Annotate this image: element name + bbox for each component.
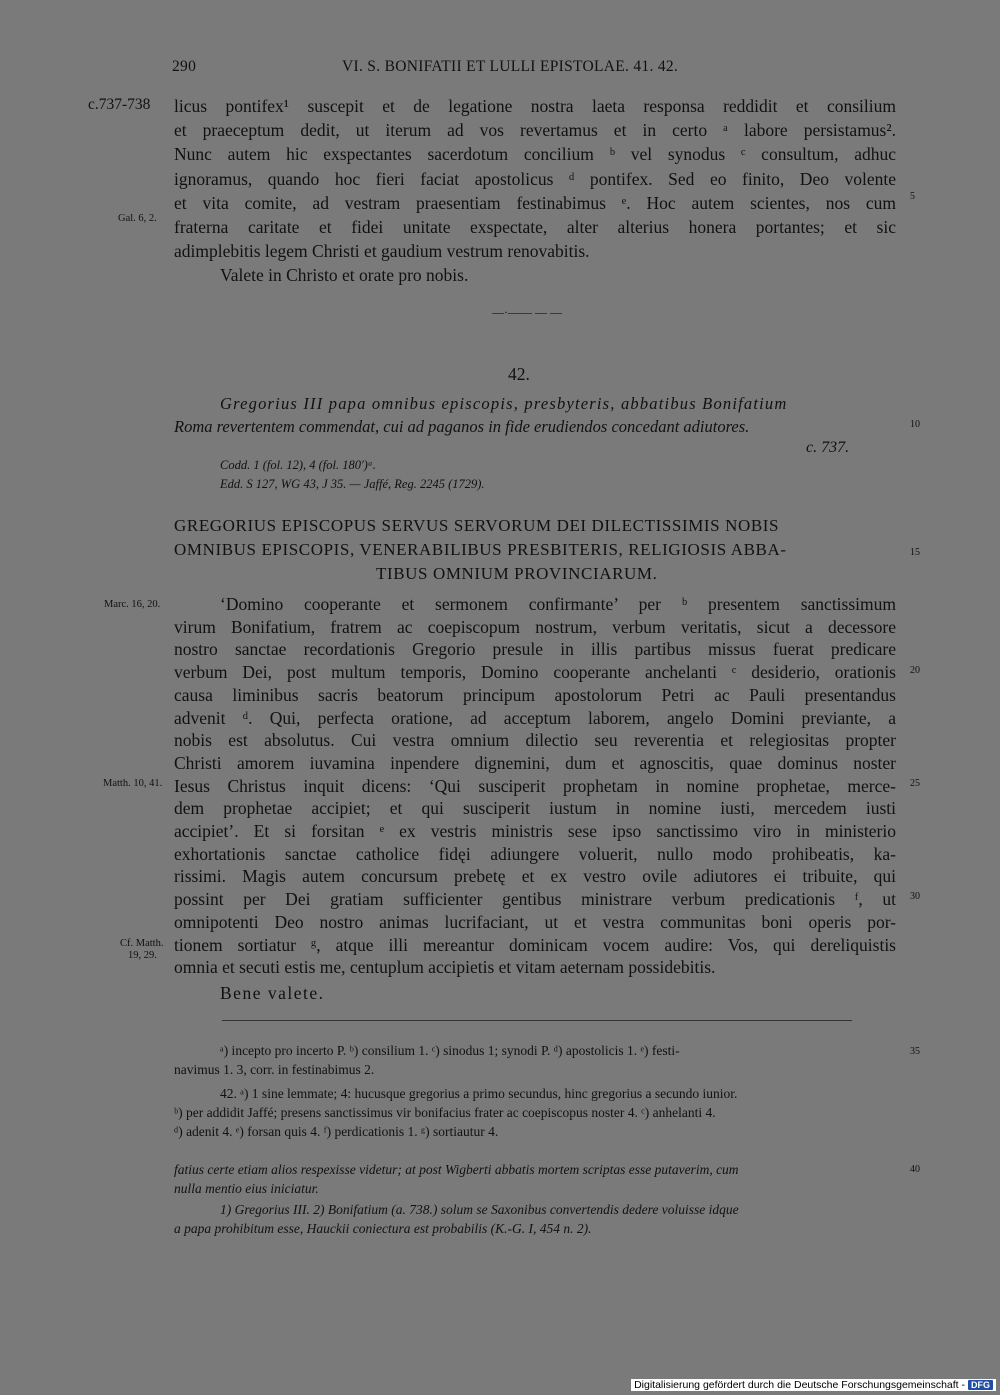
running-title: VI. S. BONIFATII ET LULLI EPISTOLAE. 41. 42. xyxy=(342,58,679,75)
text-line: et vita comite, ad vestram praesentiam festinabimus ᵉ. Hoc autem scientes, nos cum xyxy=(174,192,896,213)
text-line: accipiet’. Et si forsitan ᵉ ex vestris ministris sese ipso sanctissimo viro in ministerio xyxy=(174,821,896,841)
margin-ref-gal: Gal. 6, 2. xyxy=(118,213,157,224)
footnote-42-b: ᵇ) per addidit Jaffé; presens sanctissimus vir bonifacius frater ac coepiscopus noster 4. ᶜ) anhelanti 4. xyxy=(174,1105,716,1120)
footnote-42-a: 42. ᵃ) 1 sine lemmate; 4: hucusque gregorius a primo secundus, hinc gregorius a secundo iunior. xyxy=(220,1086,738,1101)
text-line: ignoramus, quando hoc fieri faciat apostolicus ᵈ pontifex. Sed eo finito, Deo volente xyxy=(174,168,896,189)
text-line: adimplebitis legem Christi et gaudium vestrum renovabitis. xyxy=(174,241,590,262)
text-line: omnia et secuti estis me, centuplum accipietis et vitam aeternam possidebitis. xyxy=(174,957,716,978)
footnote-rule xyxy=(222,1020,852,1021)
text-line: exhortationis sanctae catholice fidęi adiungere voluerit, nullo modo prohibeatis, ka- xyxy=(174,843,896,864)
text-line: rissimi. Magis autem concursum prebetę et ex vestro ovile adiutores ei tribuite, qui xyxy=(174,866,896,887)
text-line: Christi amorem iuvamina inpendere dignemini, dum et agnoscitis, quae dominus noster xyxy=(174,752,896,773)
line-number: 25 xyxy=(910,778,920,789)
margin-ref-marc: Marc. 16, 20. xyxy=(104,599,161,610)
note-cont-4: a papa prohibitum esse, Hauckii coniectura est probabilis (K.-G. I, 454 n. 2). xyxy=(174,1221,592,1236)
valediction: Bene valete. xyxy=(220,983,325,1003)
address-line-2: OMNIBUS EPISCOPIS, VENERABILIBUS PRESBITERIS, RELIGIOSIS ABBA- xyxy=(174,540,787,559)
text-line: advenit ᵈ. Qui, perfecta oratione, ad acceptum laborem, angelo Domini previante, a xyxy=(174,707,896,728)
margin-ref-cf: Cf. Matth. xyxy=(120,938,164,949)
line-number: 15 xyxy=(910,547,920,558)
footnote-41-cont: navimus 1. 3, corr. in festinabimus 2. xyxy=(174,1062,375,1077)
dfg-logo: DFG xyxy=(968,1380,993,1390)
line-number: 10 xyxy=(910,419,920,430)
text-line: nostro sanctae recordationis Gregorio presule in illis partibus missus fuerat predicare xyxy=(174,639,896,660)
summary-line-1: Gregorius III papa omnibus episcopis, presbyteris, abbatibus Bonifatium xyxy=(220,394,788,413)
line-number: 30 xyxy=(910,891,920,902)
margin-ref-cf-2: 19, 29. xyxy=(128,950,157,961)
text-line: dem prophetae accipiet; et qui susciperit iustum in nomine iusti, mercedem iusti xyxy=(174,798,896,819)
page-number: 290 xyxy=(172,58,197,75)
address-line-3: TIBUS OMNIUM PROVINCIARUM. xyxy=(376,564,658,583)
text-line: nobis est absolutus. Cui vestra omnium dilectio seu reverentia et relegiositas propter xyxy=(174,730,896,751)
note-cont-2: nulla mentio eius iniciatur. xyxy=(174,1181,319,1196)
note-cont-3: 1) Gregorius III. 2) Bonifatium (a. 738.) solum se Saxonibus convertendis dedere voluisse idque xyxy=(220,1202,739,1217)
text-line: licus pontifex¹ suscepit et de legatione nostra laeta responsa reddidit et consilium xyxy=(174,96,896,116)
line-number: 5 xyxy=(910,191,915,202)
text-line: ‘Domino cooperante et sermonem confirmante’ per ᵇ presentem sanctissimum xyxy=(220,594,896,614)
text-line: virum Bonifatium, fratrem ac coepiscopum nostrum, verbum veritatis, sicut a decessore xyxy=(174,616,896,637)
line-number: 40 xyxy=(910,1164,920,1175)
note-cont-1: fatius certe etiam alios respexisse videtur; at post Wigberti abbatis mortem scriptas esse putaverim, cum xyxy=(174,1162,739,1177)
text-line: causa liminibus sacris beatorum principum apostolorum Petri ac Pauli presentandus xyxy=(174,684,896,705)
text-line: et praeceptum dedit, ut iterum ad vos revertamus et in certo ᵃ labore persistamus². xyxy=(174,120,896,141)
line-number: 35 xyxy=(910,1046,920,1057)
text-line: verbum Dei, post multum temporis, Domino cooperante anchelanti ᶜ desiderio, orationis xyxy=(174,662,896,683)
footnote-41: ᵃ) incepto pro incerto P. ᵇ) consilium 1. ᶜ) sinodus 1; synodi P. ᵈ) apostolicis 1. ᵉ) festi- xyxy=(220,1043,680,1058)
text-line: Nunc autem hic exspectantes sacerdotum concilium ᵇ vel synodus ᶜ consultum, adhuc xyxy=(174,144,896,165)
text-line: possint per Dei gratiam sufficienter gentibus ministrare verbum predicationis ᶠ, ut xyxy=(174,889,896,910)
date-margin: c.737-738 xyxy=(88,96,151,113)
text-line: tionem sortiatur ᵍ, atque illi mereantur dominicam vocem audire: Vos, qui dereliquistis xyxy=(174,934,896,955)
footer-text: Digitalisierung gefördert durch die Deutsche Forschungsgemeinschaft - xyxy=(634,1379,965,1391)
margin-ref-matth: Matth. 10, 41. xyxy=(103,778,163,789)
text-line: Valete in Christo et orate pro nobis. xyxy=(220,265,469,286)
letter-date: c. 737. xyxy=(806,439,850,456)
footnote-42-c: ᵈ) adenit 4. ᵉ) forsan quis 4. ᶠ) perdicationis 1. ᵍ) sortiautur 4. xyxy=(174,1124,499,1139)
line-number: 20 xyxy=(910,665,920,676)
address-line-1: GREGORIUS EPISCOPUS SERVUS SERVORUM DEI DILECTISSIMIS NOBIS xyxy=(174,516,780,535)
letter-number: 42. xyxy=(508,364,530,384)
text-line: fraterna caritate et fidei unitate exspectate, alter alterius honera portantes; et sic xyxy=(174,217,896,237)
codices: Codd. 1 (fol. 12), 4 (fol. 180')ᵃ. xyxy=(220,458,376,472)
text-line: Iesus Christus inquit dicens: ‘Qui susciperit prophetam in nomine prophetae, merce- xyxy=(174,775,896,796)
dfg-footer xyxy=(631,1379,996,1391)
section-divider: —·—— — — xyxy=(492,305,562,319)
summary-line-2: Roma revertentem commendat, cui ad paganos in fide erudiendos concedant adiutores. xyxy=(174,417,750,436)
editions: Edd. S 127, WG 43, J 35. — Jaffé, Reg. 2245 (1729). xyxy=(220,477,485,491)
text-line: omnipotenti Deo nostro animas lucrifaciant, ut et vestra communitas boni operis por- xyxy=(174,911,896,932)
